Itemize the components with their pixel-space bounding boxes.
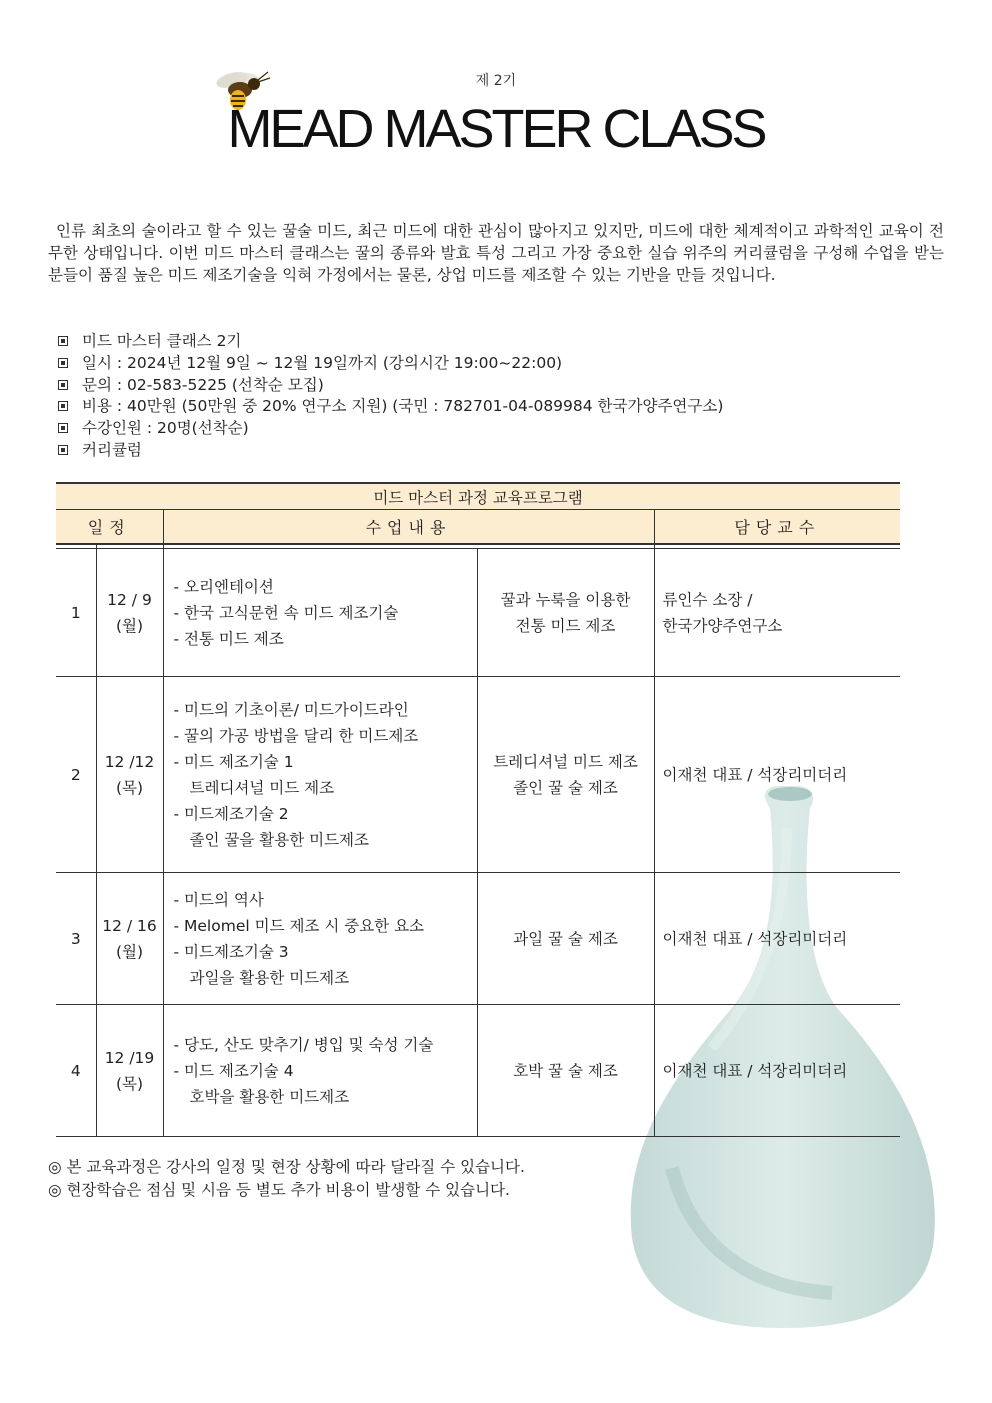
row-date: 12 / 16 (월) xyxy=(96,873,163,1005)
row-number: 4 xyxy=(56,1005,96,1137)
table-row xyxy=(56,873,900,1005)
row-date: 12 / 9 (월) xyxy=(96,549,163,677)
row-type: 과일 꿀 술 제조 xyxy=(477,873,654,1005)
header-content: 수업내용 xyxy=(163,510,654,545)
table-header-row xyxy=(56,510,900,545)
table-row xyxy=(56,1005,900,1137)
page-title: MEAD MASTER CLASS xyxy=(227,99,765,159)
row-date: 12 /12 (목) xyxy=(96,677,163,873)
table-row xyxy=(56,677,900,873)
row-professor: 이재천 대표 / 석장리미더리 xyxy=(654,677,900,873)
info-item-contact: 문의 : 02-583-5225 (선착순 모집) xyxy=(58,375,723,397)
info-list xyxy=(58,331,723,462)
intro-paragraph: 인류 최초의 술이라고 할 수 있는 꿀술 미드, 최근 미드에 대한 관심이 많아지고 있지만, 미드에 대한 체계적이고 과학적인 교육이 전무한 상태입니다. 이번 미드 마스터 클래스는 꿀의 종류와 발효 특성 그리고 가장 중요한 실습 위주의 커리큘럼을 구성해 수업을 받는 분들이 품질 높은 미드 제조기술을 익혀 가정에서는 물론, 상업 미드를 제조할 수 있는 기반을 만들 것입니다. xyxy=(48,222,944,284)
row-content: - 미드의 기초이론/ 미드가이드라인 - 꿀의 가공 방법을 달리 한 미드제조 - 미드 제조기술 1 트레디셔널 미드 제조 - 미드제조기술 2 졸인 꿀을 활용한 미드제조 xyxy=(163,677,477,873)
square-bullet-icon xyxy=(58,380,68,390)
row-type: 호박 꿀 술 제조 xyxy=(477,1005,654,1137)
square-bullet-icon xyxy=(58,358,68,368)
info-item-cost: 비용 : 40만원 (50만원 중 20% 연구소 지원) (국민 : 782701-04-089984 한국가양주연구소) xyxy=(58,396,723,418)
table-row xyxy=(56,549,900,677)
square-bullet-icon xyxy=(58,336,68,346)
program-table xyxy=(56,482,900,1137)
row-number: 2 xyxy=(56,677,96,873)
note-item: ◎ 본 교육과정은 강사의 일정 및 현장 상황에 따라 달라질 수 있습니다. xyxy=(48,1158,525,1176)
table-caption-row xyxy=(56,483,900,510)
row-professor: 이재천 대표 / 석장리미더리 xyxy=(654,873,900,1005)
row-content: - 당도, 산도 맞추기/ 병입 및 숙성 기술 - 미드 제조기술 4 호박을 활용한 미드제조 xyxy=(163,1005,477,1137)
table-caption: 미드 마스터 과정 교육프로그램 xyxy=(56,483,900,510)
info-item-date: 일시 : 2024년 12월 9일 ~ 12월 19일까지 (강의시간 19:00~22:00) xyxy=(58,353,723,375)
header-schedule: 일정 xyxy=(56,510,163,545)
info-item-curriculum: 커리큘럼 xyxy=(58,440,723,462)
row-number: 3 xyxy=(56,873,96,1005)
square-bullet-icon xyxy=(58,423,68,433)
info-item-class: 미드 마스터 클래스 2기 xyxy=(58,331,723,353)
row-content: - 미드의 역사 - Melomel 미드 제조 시 중요한 요소 - 미드제조기술 3 과일을 활용한 미드제조 xyxy=(163,873,477,1005)
row-number: 1 xyxy=(56,549,96,677)
square-bullet-icon xyxy=(58,445,68,455)
square-bullet-icon xyxy=(58,401,68,411)
notes xyxy=(48,1156,525,1202)
info-item-capacity: 수강인원 : 20명(선착순) xyxy=(58,418,723,440)
row-type: 트레디셔널 미드 제조 졸인 꿀 술 제조 xyxy=(477,677,654,873)
note-item: ◎ 현장학습은 점심 및 시음 등 별도 추가 비용이 발생할 수 있습니다. xyxy=(48,1181,510,1199)
row-type: 꿀과 누룩을 이용한 전통 미드 제조 xyxy=(477,549,654,677)
row-professor: 이재천 대표 / 석장리미더리 xyxy=(654,1005,900,1137)
edition-label: 제 2기 xyxy=(475,73,517,89)
row-professor: 류인수 소장 / 한국가양주연구소 xyxy=(654,549,900,677)
row-content: - 오리엔테이션 - 한국 고식문헌 속 미드 제조기술 - 전통 미드 제조 xyxy=(163,549,477,677)
row-date: 12 /19 (목) xyxy=(96,1005,163,1137)
header-professor: 담당교수 xyxy=(654,510,900,545)
